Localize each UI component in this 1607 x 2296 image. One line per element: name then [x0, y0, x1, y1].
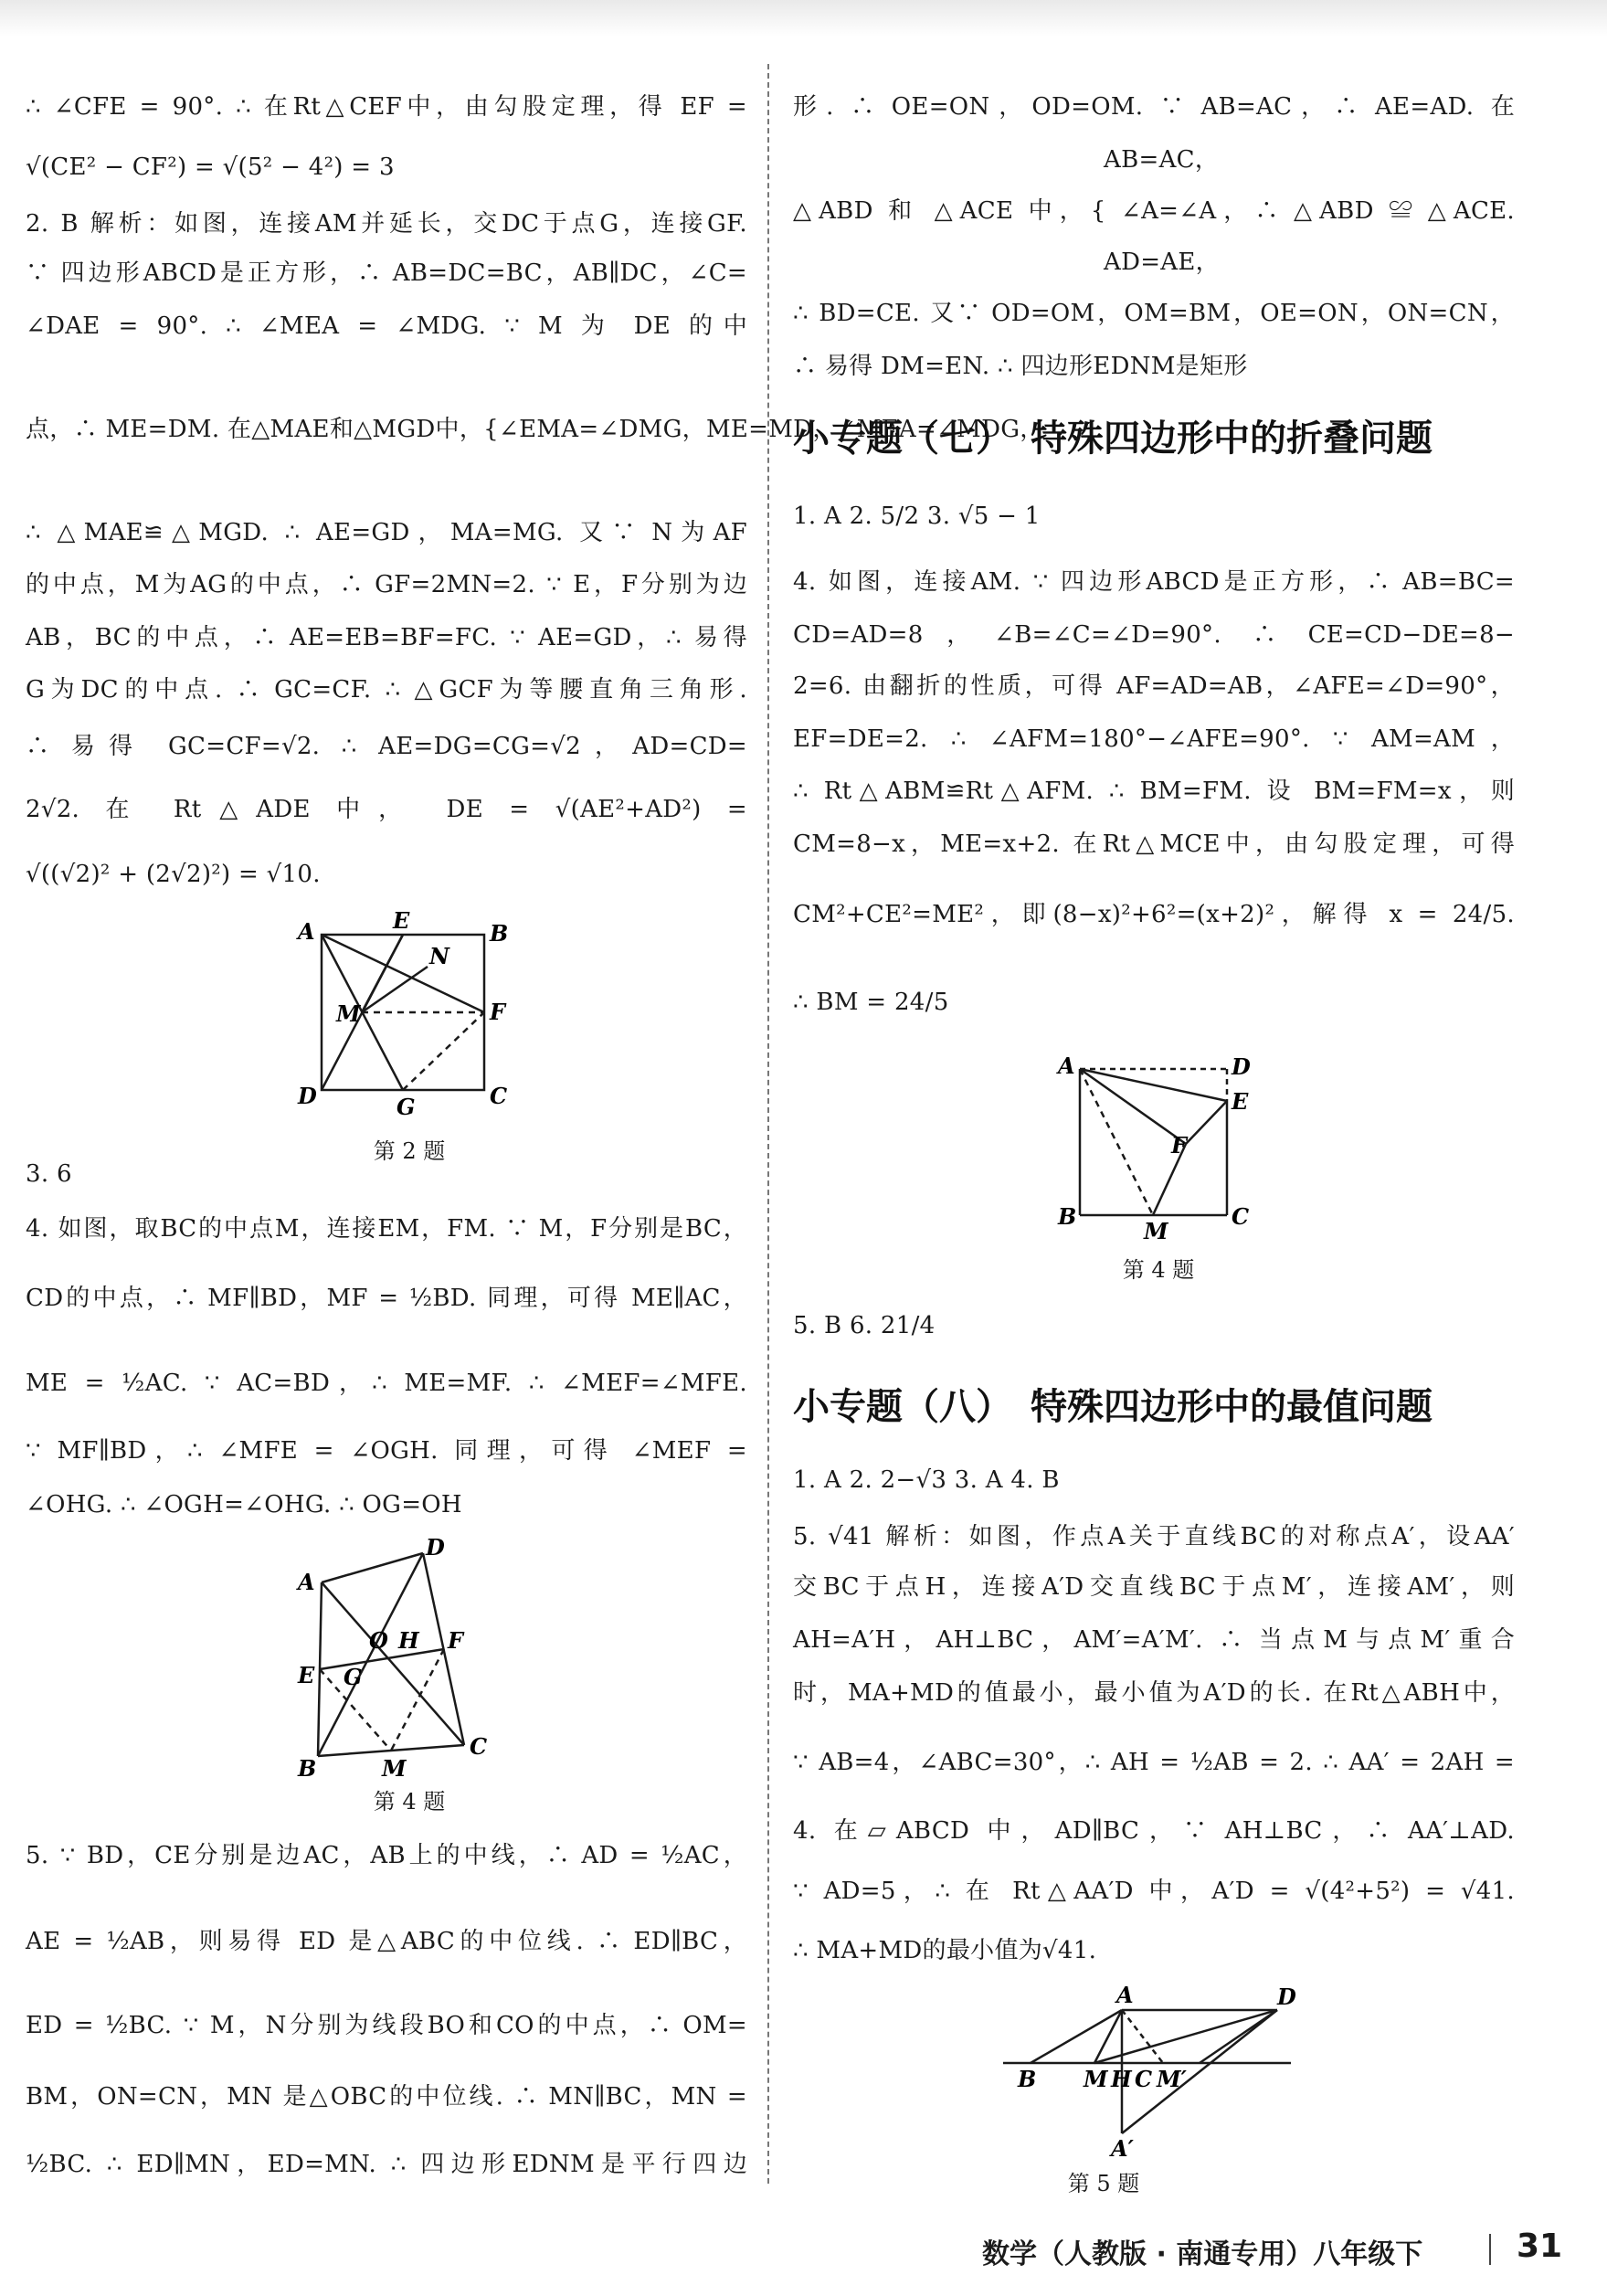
svg-text:D: D — [426, 1534, 445, 1561]
svg-text:M: M — [382, 1755, 407, 1782]
folding-diagram — [1049, 1042, 1268, 1252]
text-line: 5. B 6. 21/4 — [793, 1312, 936, 1339]
text-line: 4. 如图，取BC的中点M，连接EM，FM. ∵ M，F分别是BC， — [26, 1215, 747, 1243]
text-line: 时，MA+MD的值最小，最小值为A′D的长. 在Rt△ABH中， — [793, 1679, 1515, 1707]
text-line: AB=AC， — [1104, 146, 1220, 174]
text-line: ∴ Rt△ABM≌Rt△AFM. ∴ BM=FM. 设 BM=FM=x，则 — [793, 778, 1515, 805]
figure-caption: 第 2 题 — [373, 1138, 446, 1164]
svg-text:D: D — [298, 1083, 317, 1109]
svg-text:A′: A′ — [1111, 2135, 1134, 2162]
svg-text:M: M — [336, 1000, 361, 1027]
parallelogram-diagram — [994, 1983, 1305, 2165]
text-line: 形. ∴ OE=ON，OD=OM. ∵ AB=AC，∴ AE=AD. 在 — [793, 93, 1515, 121]
svg-text:F: F — [1171, 1132, 1188, 1159]
svg-text:A: A — [1058, 1053, 1075, 1079]
page-number: 31 — [1517, 2227, 1563, 2265]
svg-text:H: H — [398, 1627, 419, 1654]
figure-4-left — [291, 1534, 528, 1815]
figure-2 — [291, 907, 528, 1164]
svg-text:A: A — [298, 918, 315, 945]
svg-text:N: N — [429, 943, 449, 969]
text-line: △ABD 和 △ACE 中，{ ∠A=∠A，∴ △ABD ≌ △ACE. — [793, 197, 1515, 225]
svg-text:F: F — [448, 1627, 464, 1654]
svg-text:B: B — [1058, 1203, 1077, 1230]
text-line: AH=A′H，AH⊥BC，AM′=A′M′. ∴ 当点M与点M′重合 — [793, 1626, 1515, 1654]
svg-text:A: A — [298, 1569, 315, 1595]
text-line: 2=6. 由翻折的性质，可得 AF=AD=AB，∠AFE=∠D=90°， — [793, 672, 1515, 700]
text-line: ∴ BD=CE. 又∵ OD=OM，OM=BM，OE=ON，ON=CN， — [793, 300, 1515, 327]
svg-text:D: D — [1232, 1053, 1251, 1080]
text-line: 1. A 2. 2−√3 3. A 4. B — [793, 1466, 1060, 1494]
text-line: CM²+CE²=ME²，即(8−x)²+6²=(x+2)²，解得 x = 24/5. — [793, 901, 1515, 928]
text-line: AB，BC的中点，∴ AE=EB=BF=FC. ∵ AE=GD，∴ 易得 — [26, 624, 747, 651]
text-line: 的中点，M为AG的中点，∴ GF=2MN=2. ∵ E，F分别为边 — [26, 571, 747, 598]
svg-text:M: M — [1144, 1218, 1168, 1244]
text-line: ∴ ∠CFE = 90°. ∴ 在Rt△CEF中，由勾股定理，得 EF = — [26, 93, 747, 121]
text-line: ∠DAE = 90°. ∴ ∠MEA = ∠MDG. ∵ M 为 DE 的中 — [26, 312, 747, 340]
text-line: ∵ MF∥BD，∴ ∠MFE = ∠OGH. 同理，可得 ∠MEF = — [26, 1437, 747, 1465]
text-line: 4. 如图，连接AM. ∵ 四边形ABCD是正方形，∴ AB=BC= — [793, 568, 1515, 596]
svg-text:E: E — [393, 907, 410, 934]
text-line: ME = ½AC. ∵ AC=BD，∴ ME=MF. ∴ ∠MEF=∠MFE. — [26, 1370, 747, 1397]
text-line: ∠OHG. ∴ ∠OGH=∠OHG. ∴ OG=OH — [26, 1491, 462, 1518]
column-divider — [767, 64, 769, 2184]
figure-caption: 第 5 题 — [1067, 2171, 1140, 2196]
text-line: ∴ MA+MD的最小值为√41. — [793, 1937, 1097, 1964]
svg-text:B: B — [1018, 2066, 1037, 2092]
svg-text:C: C — [490, 1083, 508, 1109]
svg-text:M′: M′ — [1157, 2066, 1187, 2092]
text-line: CM=8−x，ME=x+2. 在Rt△MCE中，由勾股定理，可得 — [793, 831, 1515, 858]
text-line: EF=DE=2. ∴ ∠AFM=180°−∠AFE=90°. ∵ AM=AM， — [793, 725, 1515, 753]
svg-text:O: O — [369, 1627, 388, 1654]
svg-text:F: F — [490, 999, 506, 1025]
text-line: 5. √41 解析：如图，作点A关于直线BC的对称点A′，设AA′ — [793, 1523, 1515, 1550]
text-line: ∴ BM = 24/5 — [793, 989, 949, 1016]
section-heading: 小专题（七） 特殊四边形中的折叠问题 — [793, 418, 1433, 460]
svg-text:E: E — [298, 1662, 315, 1688]
text-line: CD=AD=8，∠B=∠C=∠D=90°. ∴ CE=CD−DE=8− — [793, 621, 1515, 649]
footer-separator — [1489, 2234, 1491, 2265]
figure-caption: 第 4 题 — [373, 1789, 446, 1815]
text-line: AD=AE， — [1104, 249, 1220, 276]
svg-text:G: G — [396, 1094, 416, 1120]
text-line: ED = ½BC. ∵ M，N分别为线段BO和CO的中点，∴ OM= — [26, 2012, 747, 2039]
svg-text:E: E — [1232, 1088, 1249, 1115]
text-line: √(CE² − CF²) = √(5² − 4²) = 3 — [26, 153, 395, 181]
svg-text:C: C — [470, 1733, 488, 1760]
text-line: 2√2. 在 Rt△ADE 中， DE = √(AE²+AD²) = — [26, 796, 747, 823]
text-line: 1. A 2. 5/2 3. √5 − 1 — [793, 503, 1041, 530]
text-line: 5. ∵ BD，CE分别是边AC，AB上的中线，∴ AD = ½AC， — [26, 1842, 747, 1869]
right-column — [793, 0, 1515, 2296]
svg-text:C: C — [1135, 2066, 1153, 2092]
svg-text:H: H — [1111, 2066, 1132, 2092]
svg-text:M: M — [1084, 2066, 1108, 2092]
square-diagram — [291, 907, 528, 1131]
text-line: ½BC. ∴ ED∥MN，ED=MN. ∴ 四边形EDNM是平行四边 — [26, 2151, 747, 2178]
text-line: G为DC的中点. ∴ GC=CF. ∴ △GCF为等腰直角三角形. — [26, 676, 747, 704]
text-line: BM，ON=CN，MN 是△OBC的中位线. ∴ MN∥BC，MN = — [26, 2083, 747, 2111]
svg-text:A: A — [1116, 1982, 1134, 2008]
book-title-footer: 数学（人教版 · 南通专用）八年级下 — [982, 2238, 1423, 2270]
text-line: 2. B 解析：如图，连接AM并延长，交DC于点G，连接GF. — [26, 210, 747, 238]
figure-5 — [994, 1982, 1305, 2196]
svg-text:G: G — [344, 1664, 363, 1690]
svg-text:B: B — [298, 1755, 317, 1782]
quadrilateral-diagram — [291, 1534, 528, 1783]
svg-text:B: B — [490, 920, 509, 947]
text-line: ∵ AD=5，∴ 在 Rt△AA′D 中，A′D = √(4²+5²) = √41. — [793, 1878, 1515, 1905]
svg-text:C: C — [1232, 1203, 1250, 1230]
text-line: ∴ 易得 GC=CF=√2. ∴ AE=DG=CG=√2，AD=CD= — [26, 733, 747, 760]
section-heading: 小专题（八） 特殊四边形中的最值问题 — [793, 1386, 1433, 1428]
text-line: ∵ 四边形ABCD是正方形，∴ AB=DC=BC，AB∥DC，∠C= — [26, 259, 747, 287]
text-line: 3. 6 — [26, 1160, 72, 1188]
text-line: ∴ 易得 DM=EN. ∴ 四边形EDNM是矩形 — [793, 353, 1248, 380]
text-line: 点，∴ ME=DM. 在△MAE和△MGD中，{∠EMA=∠DMG，ME=MD，∠MEA=∠MDG， — [26, 416, 1044, 443]
svg-text:D: D — [1277, 1984, 1296, 2010]
text-line: 交BC于点H，连接A′D交直线BC于点M′，连接AM′，则 — [793, 1573, 1515, 1601]
text-line: ∵ AB=4，∠ABC=30°，∴ AH = ½AB = 2. ∴ AA′ = 2AH = — [793, 1749, 1515, 1776]
text-line: 4. 在▱ABCD 中，AD∥BC，∵ AH⊥BC，∴ AA′⊥AD. — [793, 1817, 1515, 1845]
figure-caption: 第 4 题 — [1122, 1257, 1195, 1283]
text-line: √((√2)² + (2√2)²) = √10. — [26, 861, 321, 888]
text-line: CD的中点，∴ MF∥BD，MF = ½BD. 同理，可得 ME∥AC， — [26, 1285, 747, 1312]
figure-4-right — [1049, 1042, 1268, 1283]
text-line: AE = ½AB，则易得 ED 是△ABC的中位线. ∴ ED∥BC， — [26, 1928, 747, 1955]
text-line: ∴ △MAE≌△MGD. ∴ AE=GD，MA=MG. 又∵ N为AF — [26, 519, 747, 546]
